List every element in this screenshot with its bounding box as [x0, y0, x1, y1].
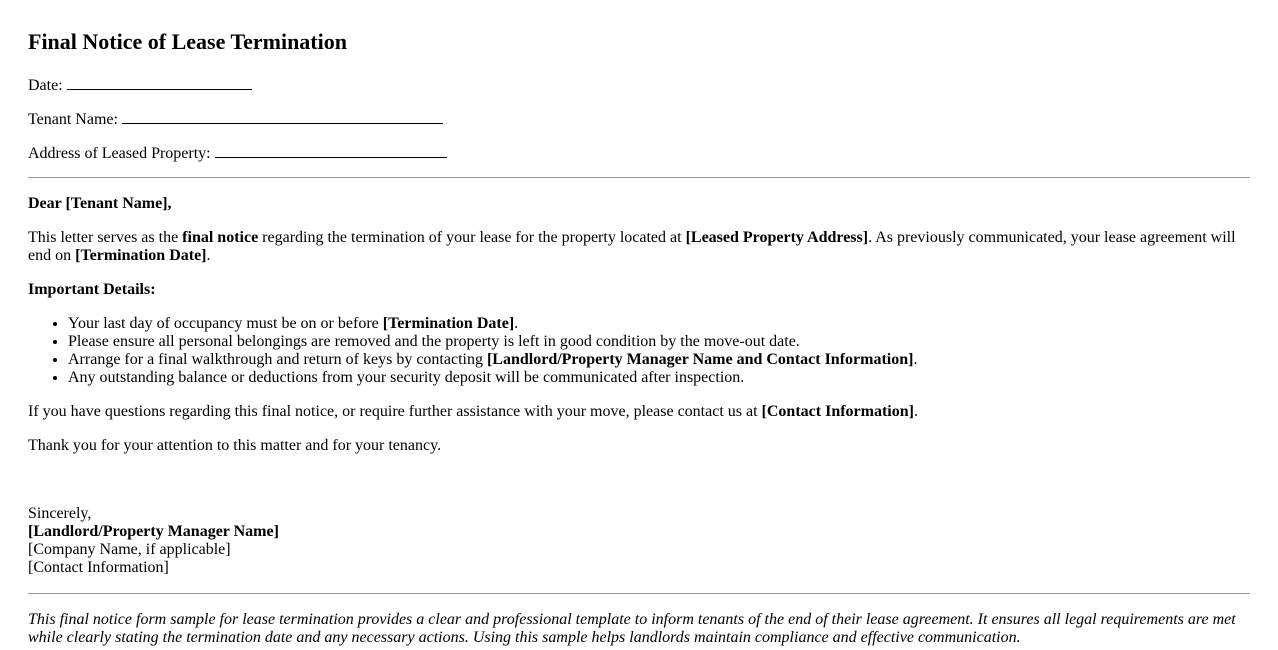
list-item-end: . — [913, 351, 918, 368]
list-item-bold: [Termination Date] — [382, 315, 515, 332]
signature-contact: [Contact Information] — [28, 559, 169, 576]
intro-bold-address: [Leased Property Address] — [685, 229, 869, 246]
intro-text-4: . — [206, 247, 211, 264]
details-heading-text: Important Details: — [28, 281, 156, 298]
signature-closing: Sincerely, — [28, 505, 92, 522]
list-item-end: . — [514, 315, 519, 332]
salutation-text: Dear [Tenant Name], — [28, 195, 172, 212]
date-field — [28, 75, 252, 95]
list-item — [68, 315, 1250, 333]
list-item-bold: [Landlord/Property Manager Name and Contact Information] — [486, 351, 914, 368]
details-heading — [28, 281, 1250, 299]
list-item — [68, 333, 1250, 351]
list-item-text: Arrange for a final walkthrough and return of keys by contacting — [68, 351, 487, 368]
intro-bold-final-notice: final notice — [182, 229, 259, 246]
details-list — [28, 315, 1250, 387]
questions-end: . — [913, 403, 918, 420]
date-label: Date: — [28, 77, 63, 94]
salutation — [28, 195, 1250, 213]
intro-paragraph — [28, 229, 1250, 265]
document-title: Final Notice of Lease Termination — [28, 29, 347, 54]
tenant-name-field — [28, 109, 443, 129]
list-item-text: Please ensure all personal belongings are removed and the property is left in good condition by the move-out date. — [68, 333, 800, 350]
signature-block — [28, 505, 279, 577]
signature-name-text: [Landlord/Property Manager Name] — [28, 523, 279, 540]
bottom-divider — [28, 593, 1250, 594]
intro-text-2: regarding the termination of your lease for the property located at — [258, 229, 686, 246]
signature-name — [28, 523, 279, 541]
intro-text-1: This letter serves as the — [28, 229, 183, 246]
signature-company: [Company Name, if applicable] — [28, 541, 231, 558]
tenant-name-blank-line — [122, 109, 443, 124]
list-item-text: Your last day of occupancy must be on or before — [68, 315, 383, 332]
thanks-paragraph: Thank you for your attention to this matter and for your tenancy. — [28, 437, 442, 454]
tenant-name-label: Tenant Name: — [28, 111, 118, 128]
date-blank-line — [67, 75, 252, 90]
footer-note: This final notice form sample for lease termination provides a clear and professional template to inform tenants of the end of their lease agreement. It ensures all legal requirements are met while clearly stating the termination date and any necessary actions. Using this sample helps landlords maintain compliance and effective communication. — [28, 611, 1236, 646]
intro-text-3: . As previously communicated, your lease agreement will end on — [28, 229, 1236, 264]
top-divider — [28, 177, 1250, 178]
address-label: Address of Leased Property: — [28, 145, 211, 162]
address-blank-line — [215, 143, 447, 158]
questions-text: If you have questions regarding this final notice, or require further assistance with your move, please contact us at — [28, 403, 762, 420]
questions-paragraph — [28, 403, 1250, 421]
list-item-text: Any outstanding balance or deductions from your security deposit will be communicated after inspection. — [68, 369, 745, 386]
address-field — [28, 143, 447, 163]
list-item — [68, 351, 1250, 369]
intro-bold-termination-date: [Termination Date] — [75, 247, 207, 264]
questions-bold-contact: [Contact Information] — [761, 403, 914, 420]
list-item — [68, 369, 1250, 387]
